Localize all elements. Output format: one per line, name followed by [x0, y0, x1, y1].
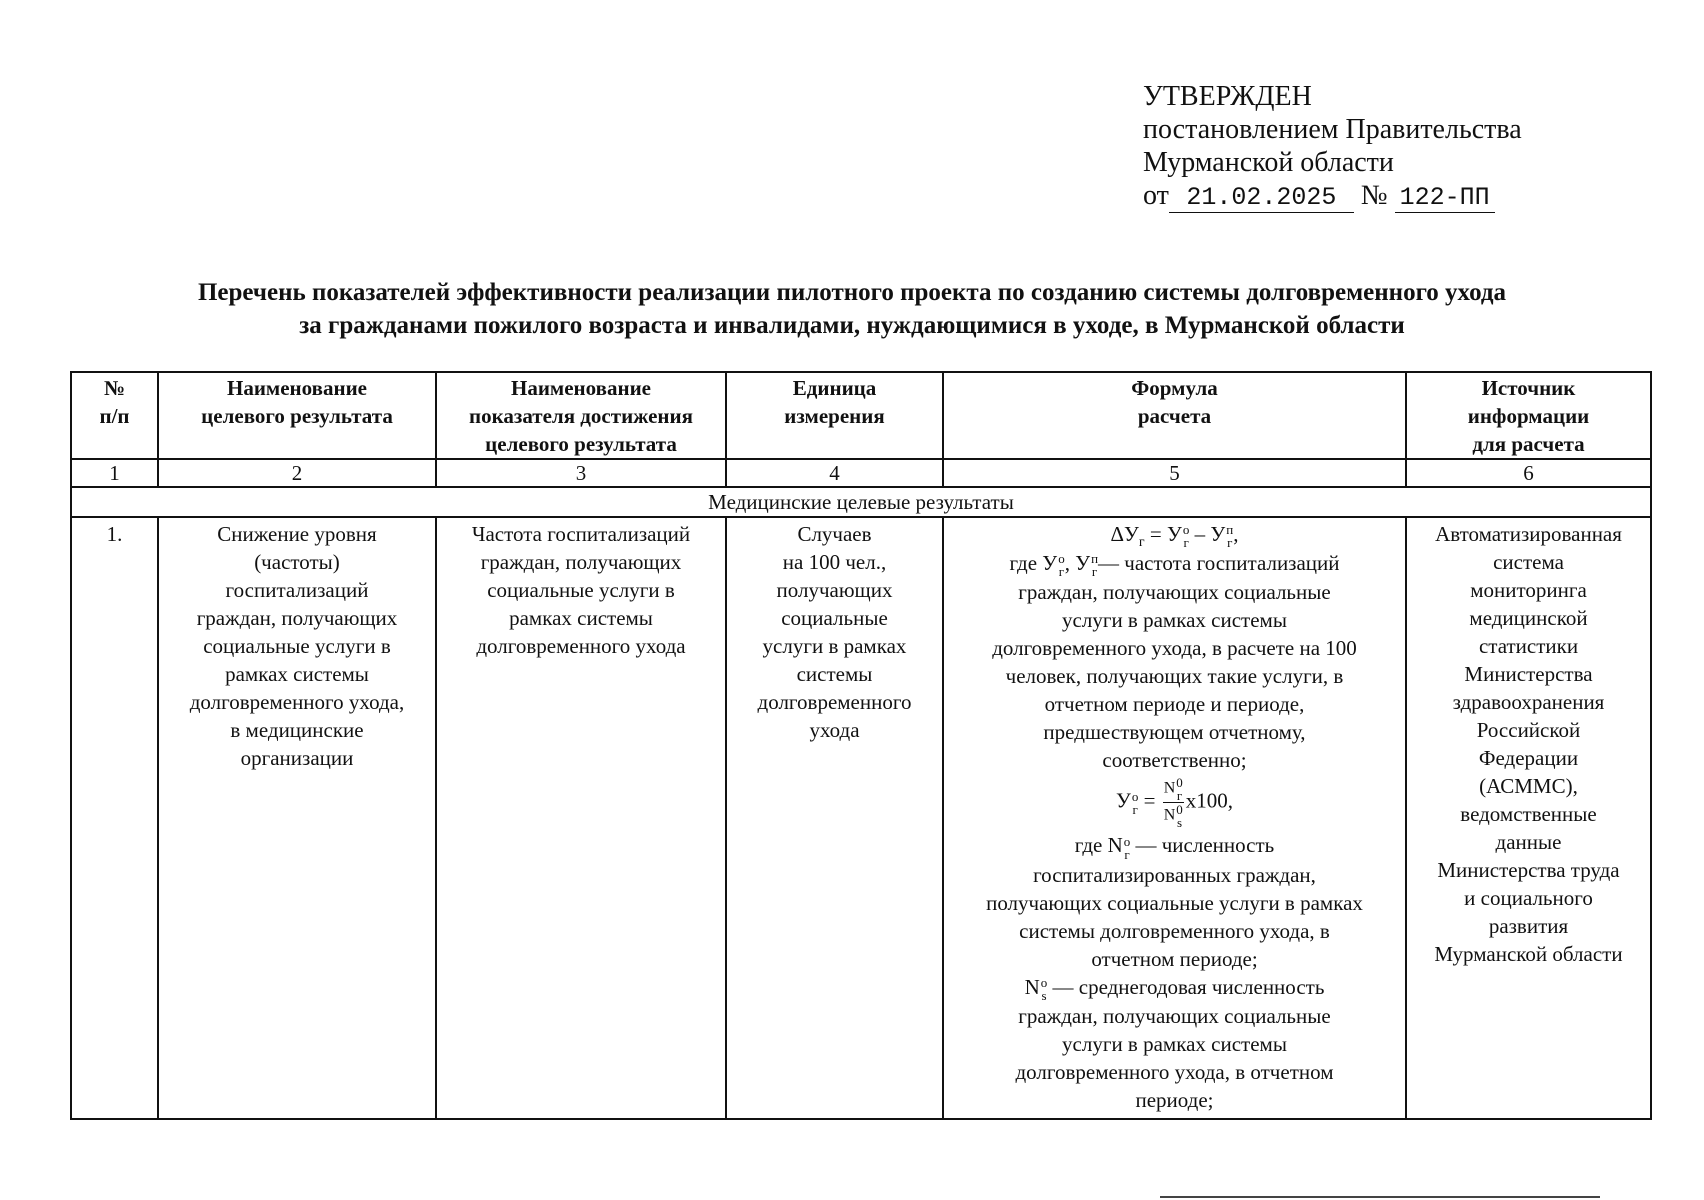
text-line: рамках системы [509, 606, 653, 630]
header-cell-result [158, 372, 436, 459]
column-number: 3 [436, 459, 726, 487]
text-line: здравоохранения [1452, 690, 1605, 714]
text-line: статистики [1478, 634, 1579, 658]
formula-ratio [950, 776, 1399, 829]
document-title-line-2: за гражданами пожилого возраста и инвалидами, нуждающимися в уходе, в Мурманской области [299, 312, 1405, 339]
text-line: Мурманской области [1434, 942, 1623, 966]
section-title: Медицинские целевые результаты [71, 487, 1651, 517]
formula-superscript: п [1091, 551, 1099, 567]
approval-date-line [1143, 179, 1522, 213]
formula-subscript: г [1138, 535, 1145, 551]
formula-symbol: N [1163, 807, 1176, 825]
header-cell-unit [726, 372, 943, 459]
formula-subscript: г [1091, 564, 1098, 580]
footer-divider [1160, 1196, 1600, 1198]
formula-subscript: s [1176, 815, 1183, 831]
text-line: рамках системы [225, 662, 369, 686]
formula-text: где У [1009, 551, 1058, 576]
formula-index [1176, 776, 1183, 802]
text-line: граждан, получающих социальные [1018, 580, 1331, 605]
formula-symbol: N [1163, 780, 1176, 798]
text-line: граждан, получающих [480, 550, 682, 574]
text-line: получающих [776, 578, 893, 602]
formula-text: — численность [1130, 833, 1275, 858]
text-line: Автоматизированная [1435, 522, 1622, 546]
approval-date: 21.02.2025 [1169, 184, 1354, 213]
text-line: показателя достижения [469, 404, 693, 428]
formula-subscript: г [1132, 801, 1138, 817]
text-line: медицинской [1469, 606, 1588, 630]
column-number: 5 [943, 459, 1406, 487]
formula-symbol: N [1024, 974, 1040, 999]
text-line: услуги в рамках [762, 634, 907, 658]
formula-delta [950, 520, 1399, 549]
column-number: 6 [1406, 459, 1651, 487]
section-row [71, 487, 1651, 517]
formula-symbol: У [1115, 788, 1131, 813]
text-line: целевого результата [485, 432, 677, 456]
text-line: услуги в рамках системы [1062, 608, 1287, 633]
header-cell-indicator [436, 372, 726, 459]
document-title [60, 276, 1644, 342]
formula-subscript: г [1227, 535, 1233, 551]
text-line: организации [240, 746, 354, 770]
text-line: ухода [809, 718, 860, 742]
text-line: ведомственные [1460, 802, 1597, 826]
text-line: системы долговременного ухода, в [1019, 918, 1330, 943]
formula-where-2 [950, 831, 1399, 860]
text-line: развития [1488, 914, 1569, 938]
header-cell-source [1406, 372, 1651, 459]
formula-text: , У [1064, 551, 1091, 576]
column-number-row [71, 459, 1651, 487]
text-line: получающих социальные услуги в рамках [986, 890, 1363, 915]
unit-cell [726, 517, 943, 1119]
text-line: периоде; [1135, 1087, 1214, 1112]
formula-text: — среднегодовая численность [1047, 974, 1325, 999]
fraction-numerator [1163, 776, 1184, 803]
approval-number-label: № [1360, 180, 1388, 211]
formula-symbol: = [1138, 788, 1156, 813]
text-line: госпитализаций [225, 578, 369, 602]
text-line: п/п [99, 404, 130, 428]
header-cell-formula [943, 372, 1406, 459]
text-line: долговременного ухода, в расчете на 100 [992, 636, 1357, 661]
text-line: для расчета [1472, 432, 1585, 456]
formula-description-3 [950, 1002, 1399, 1114]
text-line: долговременного ухода, [189, 690, 405, 714]
text-line: Формула [1131, 376, 1218, 400]
text-line: целевого результата [201, 404, 393, 428]
formula-superscript: о [1182, 522, 1190, 538]
text-line: социальные услуги в [487, 578, 675, 602]
formula-subscript: г [1183, 535, 1189, 551]
indicator-cell [436, 517, 726, 1119]
text-line: Наименование [511, 376, 651, 400]
text-line: предшествующем отчетному, [1043, 720, 1306, 745]
formula-superscript: п [1226, 522, 1234, 538]
approval-from-label: от [1143, 180, 1169, 211]
text-line: данные [1495, 830, 1562, 854]
text-line: система [1493, 550, 1564, 574]
formula-cell [943, 517, 1406, 1119]
text-line: (частоты) [254, 550, 340, 574]
text-line: отчетном периоде и периоде, [1044, 692, 1305, 717]
text-line: долговременного [757, 690, 912, 714]
approval-stamp [1143, 80, 1522, 213]
text-line: граждан, получающих социальные [1018, 1003, 1331, 1028]
approval-heading: УТВЕРЖДЕН [1143, 81, 1312, 112]
formula-superscript: 0 [1176, 775, 1183, 791]
formula-text: — частота госпитализаций [1098, 551, 1340, 576]
formula-index [1091, 552, 1098, 578]
text-line: измерения [784, 404, 885, 428]
column-number: 4 [726, 459, 943, 487]
formula-index [1176, 803, 1183, 829]
column-number: 2 [158, 459, 436, 487]
table-row [71, 517, 1651, 1119]
text-line: Источник [1481, 376, 1576, 400]
text-line: услуги в рамках системы [1062, 1031, 1287, 1056]
text-line: Единица [792, 376, 877, 400]
text-line: Министерства труда [1437, 858, 1620, 882]
text-line: № [103, 376, 126, 400]
document-title-line-1: Перечень показателей эффективности реализации пилотного проекта по созданию системы долговременного ухода [197, 279, 1507, 306]
text-line: долговременного ухода [476, 634, 686, 658]
text-line: в медицинские [230, 718, 364, 742]
text-line: Российской [1476, 718, 1581, 742]
text-line: социальные услуги в [203, 634, 391, 658]
formula-text: где N [1074, 833, 1123, 858]
text-line: информации [1467, 404, 1590, 428]
approval-region: Мурманской области [1143, 147, 1394, 178]
formula-where-3 [950, 973, 1399, 1002]
text-line: отчетном периоде; [1091, 946, 1258, 971]
row-number: 1. [71, 517, 158, 1119]
formula-symbol: х100, [1185, 788, 1234, 813]
text-line: Снижение уровня [217, 522, 377, 546]
fraction-denominator [1163, 803, 1184, 829]
text-line: Частота госпитализаций [471, 522, 691, 546]
column-number: 1 [71, 459, 158, 487]
text-line: долговременного ухода, в отчетном [1015, 1059, 1334, 1084]
formula-symbol: ΔУ [1110, 522, 1139, 546]
formula-symbol: , [1233, 522, 1239, 546]
text-line: Наименование [227, 376, 367, 400]
approval-number: 122-ПП [1395, 184, 1495, 213]
formula-superscript: 0 [1176, 802, 1183, 818]
formula-subscript: г [1058, 564, 1065, 580]
text-line: системы [796, 662, 873, 686]
formula-superscript: о [1131, 788, 1139, 804]
text-line: (АСММС), [1479, 774, 1578, 798]
text-line: мониторинга [1470, 578, 1587, 602]
text-line: граждан, получающих [196, 606, 398, 630]
text-line: Министерства [1464, 662, 1593, 686]
formula-subscript: г [1176, 788, 1183, 804]
text-line: Случаев [797, 522, 872, 546]
text-line: расчета [1137, 404, 1212, 428]
text-line: и социального [1464, 886, 1593, 910]
formula-description-2 [950, 861, 1399, 973]
header-cell-number [71, 372, 158, 459]
text-line: соответственно; [1102, 748, 1247, 773]
formula-superscript: о [1123, 833, 1131, 849]
formula-description-1 [950, 578, 1399, 774]
formula-where-1 [950, 549, 1399, 578]
target-result-cell [158, 517, 436, 1119]
text-line: на 100 чел., [782, 550, 887, 574]
indicators-table [70, 371, 1652, 1120]
text-line: госпитализированных граждан, [1033, 862, 1316, 887]
text-line: социальные [781, 606, 888, 630]
formula-symbol: – У [1189, 522, 1226, 546]
formula-subscript: г [1124, 846, 1130, 862]
formula-fraction [1163, 776, 1184, 829]
text-line: человек, получающих такие услуги, в [1005, 664, 1344, 689]
header-row [71, 372, 1651, 459]
text-line: Федерации [1478, 746, 1579, 770]
formula-superscript: о [1040, 974, 1048, 990]
formula-symbol: = У [1144, 522, 1182, 546]
source-cell [1406, 517, 1651, 1119]
formula-superscript: о [1058, 551, 1065, 567]
formula-subscript: s [1041, 987, 1047, 1003]
approval-decree: постановлением Правительства [1143, 114, 1522, 145]
